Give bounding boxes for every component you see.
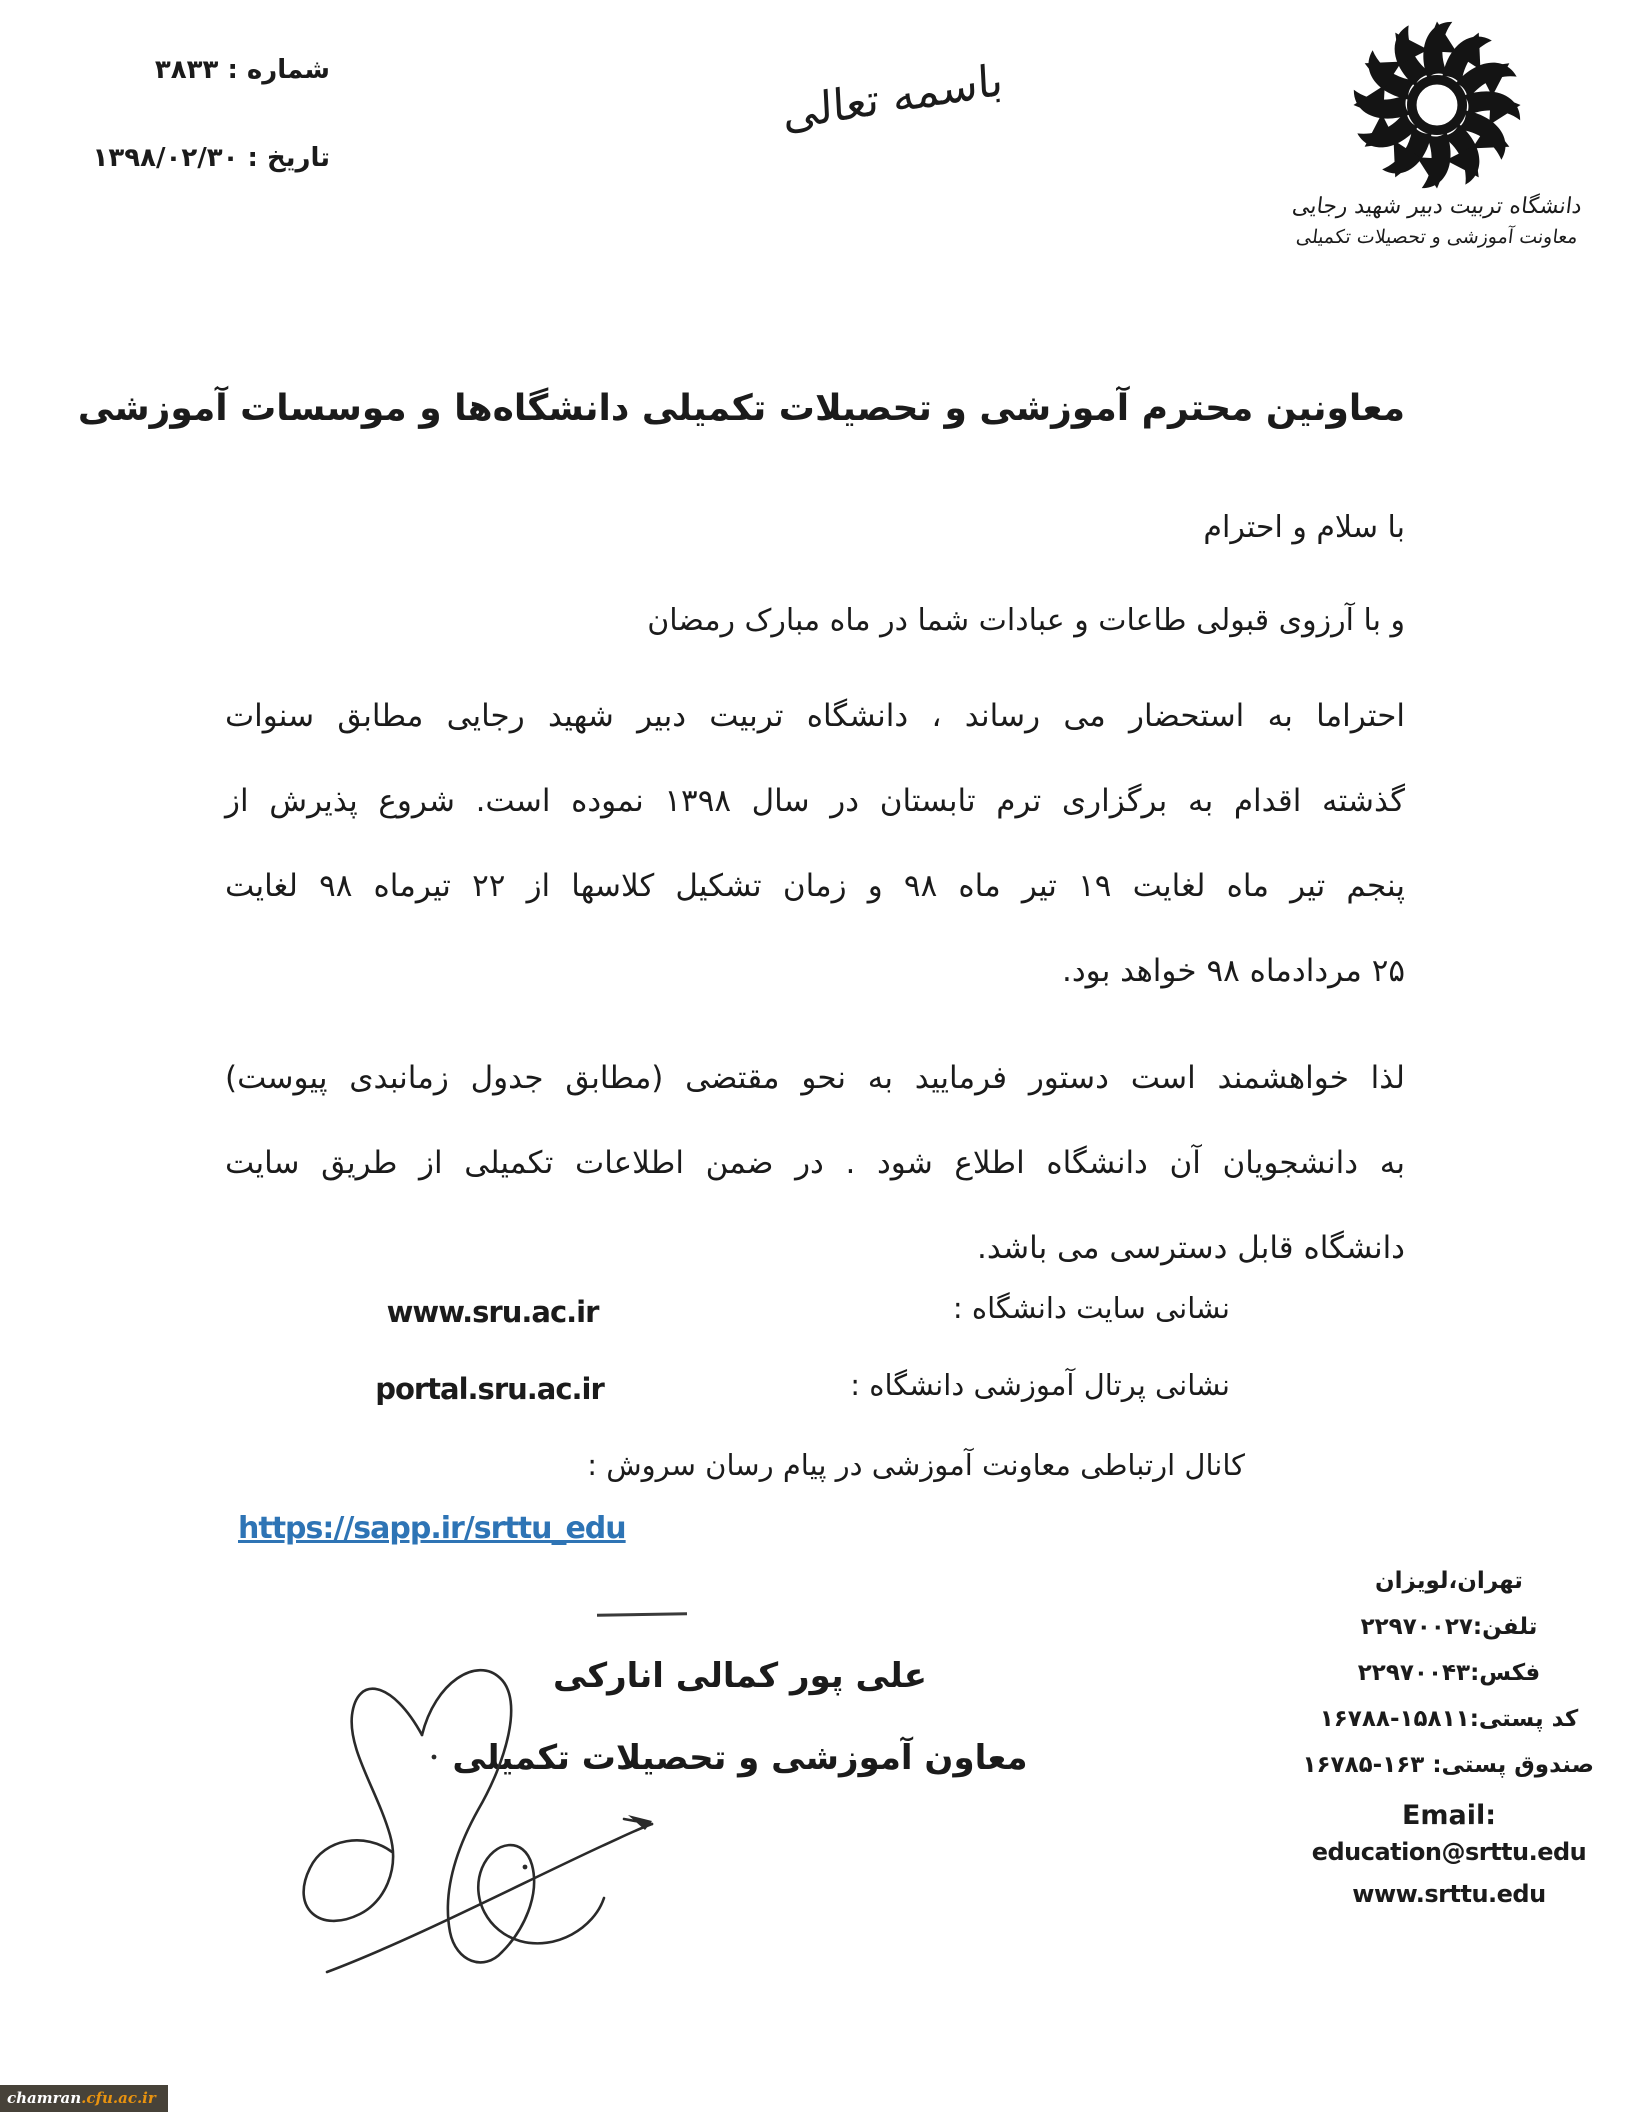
- portal-url: portal.sru.ac.ir: [375, 1372, 604, 1406]
- soroush-channel-label: کانال ارتباطی معاونت آموزشی در پیام رسان سروش :: [587, 1448, 1245, 1482]
- signer-title: معاون آموزشی و تحصیلات تکمیلی: [452, 1738, 1028, 1778]
- site-address-label: نشانی سایت دانشگاه :: [952, 1291, 1230, 1325]
- handwritten-signature-image: [272, 1640, 722, 1989]
- contact-block: [1304, 1558, 1594, 1915]
- recipient-heading: معاونین محترم آموزشی و تحصیلات تکمیلی دانشگاه‌ها و موسسات آموزشی: [77, 388, 1405, 429]
- body-paragraph-1: [225, 674, 1405, 1014]
- contact-phone: تلفن:۲۲۹۷۰۰۲۷: [1360, 1614, 1538, 1640]
- letterhead: [1284, 18, 1590, 248]
- contact-postal-code: کد پستی:۱۵۸۱۱-۱۶۷۸۸: [1319, 1706, 1579, 1732]
- body-paragraph-2: [225, 1036, 1405, 1291]
- site-url: www.sru.ac.ir: [386, 1295, 599, 1329]
- university-emblem-icon: [1284, 18, 1590, 192]
- contact-website: www.srttu.edu: [1352, 1880, 1546, 1908]
- paragraph-line: گذشته اقدام به برگزاری ترم تابستان در سال ۱۳۹۸ نموده است. شروع پذیرش از: [225, 783, 1406, 819]
- contact-email: education@srttu.edu: [1311, 1838, 1587, 1866]
- signer-name: علی پور کمالی انارکی: [552, 1656, 928, 1696]
- paragraph-line: لذا خواهشمند است دستور فرمایید به نحو مقتضی (مطابق جدول زمانبدی پیوست): [225, 1060, 1405, 1096]
- salutation: با سلام و احترام: [1203, 510, 1405, 545]
- signature-rule-line: [597, 1612, 687, 1617]
- contact-fax: فکس:۲۲۹۷۰۰۴۳: [1357, 1660, 1541, 1686]
- watermark-badge: [0, 2085, 168, 2112]
- paragraph-line: به دانشجویان آن دانشگاه اطلاع شود . در ضمن اطلاعات تکمیلی از طریق سایت: [225, 1145, 1405, 1181]
- paragraph-line: دانشگاه قابل دسترسی می باشد.: [977, 1230, 1405, 1266]
- letter-date: تاریخ : ۱۳۹۸/۰۲/۳۰: [92, 143, 330, 173]
- paragraph-line: احتراما به استحضار می رساند ، دانشگاه تربیت دبیر شهید رجایی مطابق سنوات: [225, 698, 1405, 734]
- letter-number: شماره : ۳۸۳۳: [154, 55, 330, 85]
- email-label: Email:: [1401, 1800, 1497, 1831]
- watermark-prefix: chamran: [7, 2089, 82, 2107]
- paragraph-line: پنجم تیر ماه لغایت ۱۹ تیر ماه ۹۸ و زمان تشکیل کلاسها از ۲۲ تیرماه ۹۸ لغایت: [225, 868, 1405, 904]
- besmele-calligraphy: باسمه تعالی: [781, 54, 1005, 141]
- contact-city: تهران،لویزان: [1375, 1568, 1523, 1594]
- watermark-suffix: .cfu.ac.ir: [81, 2089, 156, 2107]
- soroush-channel-link[interactable]: https://sapp.ir/srttu_edu: [238, 1511, 626, 1546]
- portal-address-label: نشانی پرتال آموزشی دانشگاه :: [850, 1368, 1230, 1402]
- ramadan-blessing: و با آرزوی قبولی طاعات و عبادات شما در ماه مبارک رمضان: [647, 603, 1405, 638]
- paragraph-line: ۲۵ مردادماه ۹۸ خواهد بود.: [1062, 953, 1405, 989]
- contact-po-box: صندوق پستی: ۱۶۳-۱۶۷۸۵: [1302, 1752, 1594, 1778]
- department-name: معاونت آموزشی و تحصیلات تکمیلی: [1294, 226, 1580, 248]
- university-name: دانشگاه تربیت دبیر شهید رجایی: [1290, 194, 1584, 219]
